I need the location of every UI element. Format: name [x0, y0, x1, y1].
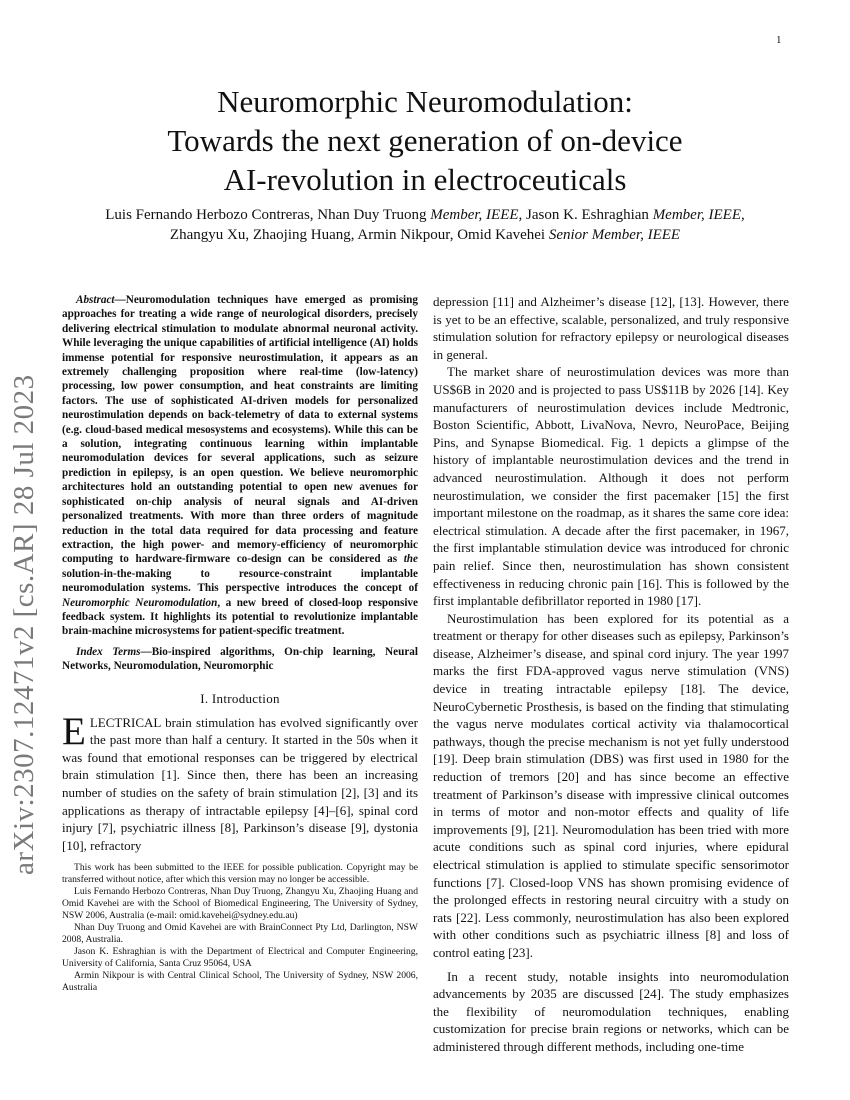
footnote: Luis Fernando Herbozo Contreras, Nhan Duy Truong, Zhangyu Xu, Zhaojing Huang and Omid Kavehei are with the School of Biomedical Engineering, The University of Sydney, NSW 2006, Australia (e-mail: omid.kavehei@sydney.edu.au) — [62, 886, 418, 922]
right-column — [433, 293, 789, 1056]
author-line-2: Zhangyu Xu, Zhaojing Huang, Armin Nikpour, Omid Kavehei Senior Member, IEEE — [169, 227, 681, 243]
title-line-3: AI-revolution in electroceuticals — [223, 162, 627, 197]
section-heading-introduction: I. Introduction — [200, 690, 280, 706]
body-paragraph: Neurostimulation has been explored for its potential as a treatment or therapy for other diseases such as epilepsy, Parkinson’s disease, Alzheimer’s disease, and spinal cord injury. The year 1997 marks the first FDA-approved vagus nerve stimulation (VNS) device in treating intractable epilepsy [18]. The device, NeuroCybernetic Prosthesis, is based on the finding that stimulating the vagus nerve modulates cortical activity via thalamocortical pathways, though the precise mechanism is not yet fully understood [19]. Deep brain stimulation (DBS) was first used in 1980 for the reduction of tremors [20] and has since become an effective treatment of Parkinson’s disease with impressive clinical outcomes in terms of motor and non-motor effects and quality of life improvements [9], [21]. Neuromodulation has been tried with more acute conditions such as spinal cord injuries, where epidural electrical stimulation is applied to stimulate specific sensorimotor functions [7]. Closed-loop VNS has shown promising evidence of the prolonged effects in restoring neural circuitry with a study on rats [22]. Less commonly, neurostimulation has also been explored with other conditions such as psychiatric illness [8] and loss of control eating [23]. — [433, 610, 789, 960]
footnote: Jason K. Eshraghian is with the Department of Electrical and Computer Engineering, University of California, Santa Cruz 95064, USA — [62, 946, 418, 970]
page-number: 1 — [776, 34, 782, 46]
paper-title — [0, 82, 850, 199]
footnote: Armin Nikpour is with Central Clinical School, The University of Sydney, NSW 2006, Australia — [62, 970, 418, 994]
title-line-2: Towards the next generation of on-device — [167, 123, 683, 158]
footnote: Nhan Duy Truong and Omid Kavehei are with BrainConnect Pty Ltd, Darlington, NSW 2008, Australia. — [62, 922, 418, 946]
intro-paragraph: ELECTRICAL brain stimulation has evolved significantly over the past more than half a century. It started in the 50s when it was found that emotional responses can be triggered by electrical brain stimulation [1]. Since then, there has been an increasing number of studies on the safety of brain stimulation [2], [3] and its applications as therapy of intractable epilepsy [4]–[6], spinal cord injury [7], psychiatric illness [8], Parkinson’s disease [9], dystonia [10], refractory — [62, 709, 418, 853]
author-line-1: Luis Fernando Herbozo Contreras, Nhan Duy Truong Member, IEEE, Jason K. Eshraghian Member, IEEE, — [105, 207, 745, 223]
author-list — [60, 205, 790, 245]
index-terms: Index Terms—Bio-inspired algorithms, On-chip learning, Neural Networks, Neuromodulation, Neuromorphic — [62, 645, 418, 673]
left-column — [62, 293, 418, 994]
title-line-1: Neuromorphic Neuromodulation: — [217, 84, 633, 119]
footnotes — [62, 862, 418, 994]
arxiv-identifier-stamp: arXiv:2307.12471v2 [cs.AR] 28 Jul 2023 — [8, 374, 40, 875]
footnote: This work has been submitted to the IEEE for possible publication. Copyright may be transferred without notice, after which this version may no longer be accessible. — [62, 862, 418, 886]
body-paragraph: The market share of neurostimulation devices was more than US$6B in 2020 and is projected to pass US$11B by 2026 [14]. Key manufacturers of neurostimulation devices include Medtronic, Boston Scientific, Abbott, LivaNova, Nevro, NeuroPace, Beijing Pins, and Synapse Biomedical. Fig. 1 depicts a glimpse of the history of implantable neurostimulation devices and the trend in advanced neurostimulation. Although it does not perform neurostimulation, we consider the first pacemaker [15] the first important milestone on the roadmap, as it shares the same core idea: electrical stimulation. A decade after the first pacemaker, in 1967, the first implantable stimulation device was introduced for chronic pain relief. Since then, neurostimulation has shown consistent effectiveness in reducing chronic pain [16]. This is followed by the first implantable defibrillator reported in 1980 [17]. — [433, 364, 789, 609]
drop-cap: E — [62, 709, 86, 753]
abstract: Abstract—Neuromodulation techniques have emerged as promising approaches for treating a wide range of neurological disorders, precisely delivering electrical stimulation to modulate abnormal neuronal activity. While leveraging the unique capabilities of artificial intelligence (AI) holds immense potential for responsive neurostimulation, it appears as an extremely challenging proposition where real-time (low-latency) processing, low power consumption, and heat constraints are limiting factors. The use of sophisticated AI-driven models for personalized neurostimulation depends on back-telemetry of data to external systems (e.g. cloud-based medical mesosystems and ecosystems). While this can be a solution, integrating continuous learning within implantable neuromodulation devices for several applications, such as seizure prediction in epilepsy, is an open question. We believe neuromorphic architectures hold an outstanding potential to open new avenues for sophisticated on-chip analysis of neural signals and AI-driven personalized treatments. With more than three orders of magnitude reduction in the total data required for data processing and feature extraction, the high power- and memory-efficiency of neuromorphic computing to hardware-firmware co-design can be considered as the solution-in-the-making to resource-constraint implantable neuromodulation systems. This perspective introduces the concept of Neuromorphic Neuromodulation, a new breed of closed-loop responsive feedback system. It highlights its potential to revolutionize implantable brain-machine microsystems for patient-specific treatment. — [62, 294, 418, 638]
body-paragraph: depression [11] and Alzheimer’s disease [12], [13]. However, there is yet to be an effective, scalable, personalized, and truly responsive stimulation solution for refractory epilepsy or neurological diseases in general. — [433, 294, 789, 362]
body-paragraph: In a recent study, notable insights into neuromodulation advancements by 2035 are discussed [24]. The study emphasizes the flexibility of neuromodulation techniques, enabling customization for precise brain regions or networks, which can be administered through different methods, including one-time — [433, 968, 789, 1054]
